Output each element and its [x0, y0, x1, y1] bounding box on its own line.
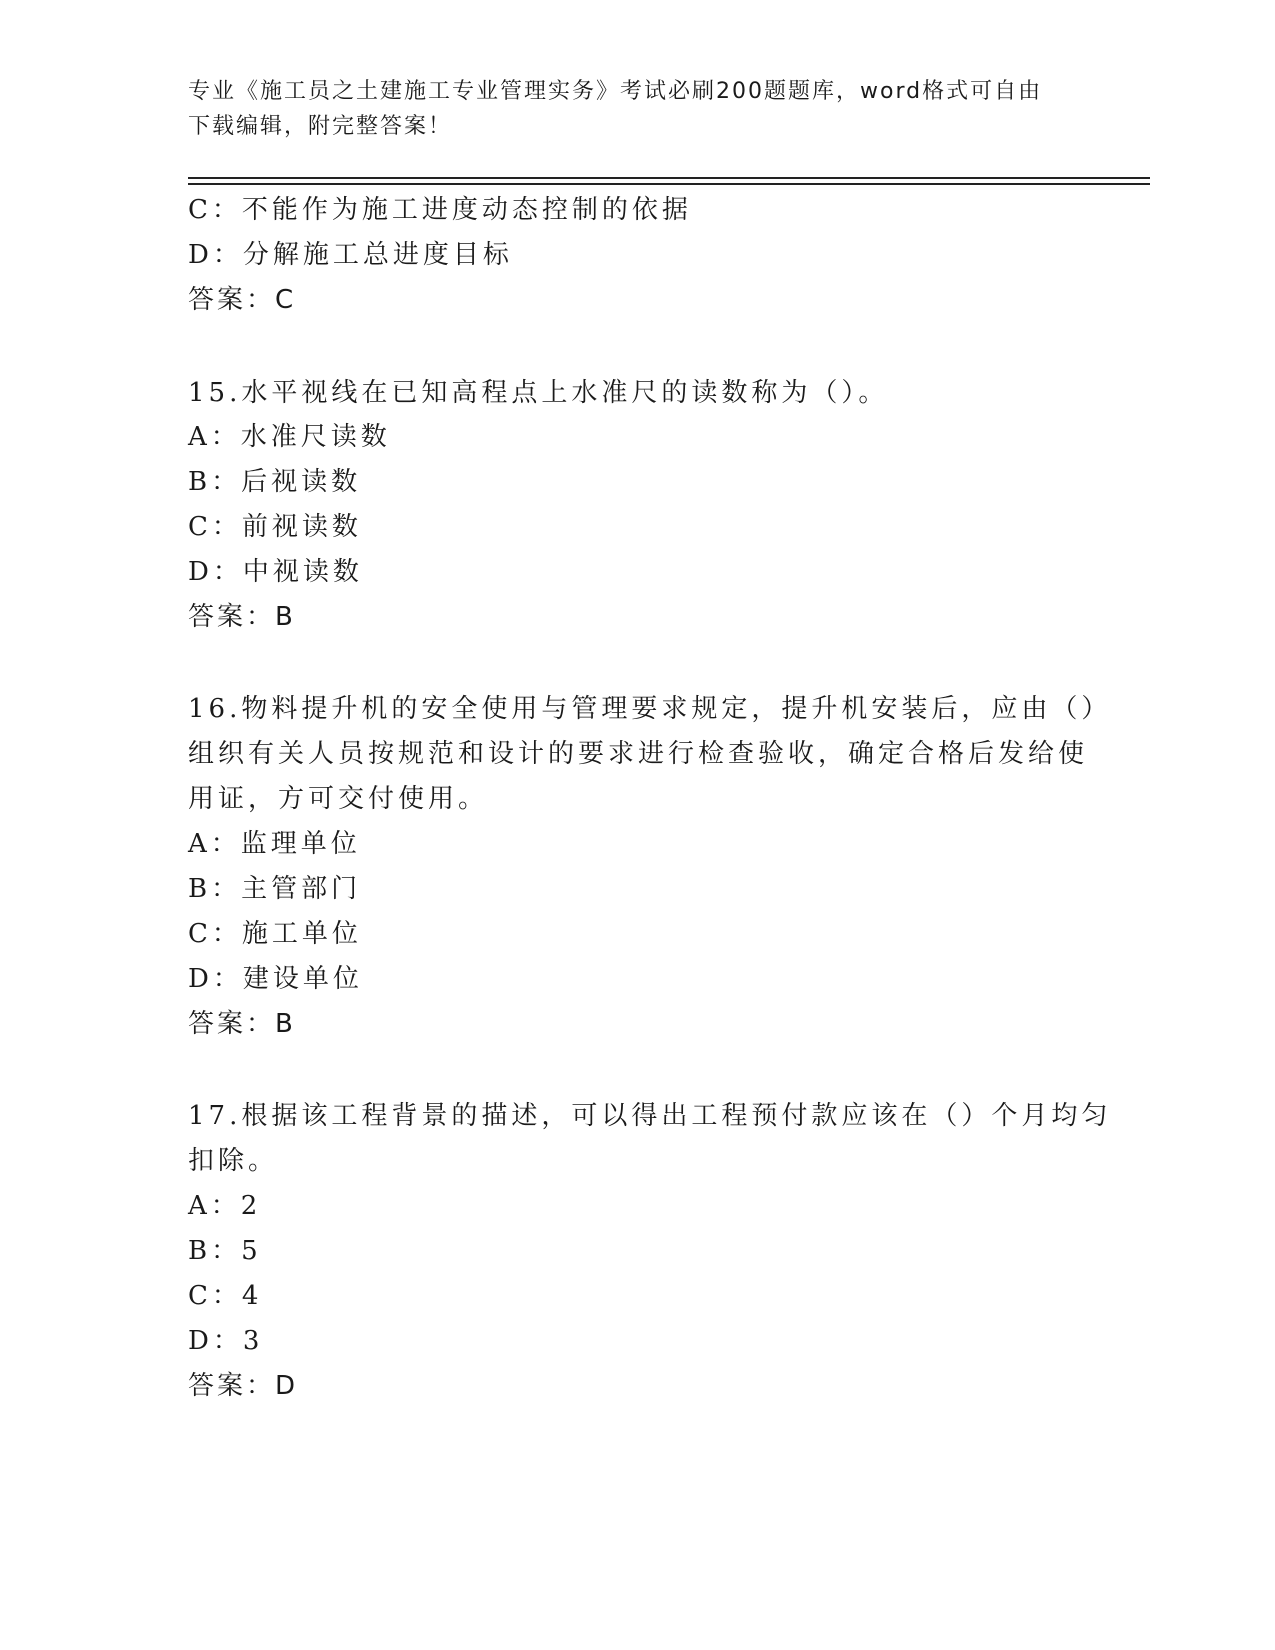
answer-line: 答案：B — [188, 602, 296, 632]
header-divider-bottom — [188, 183, 1150, 185]
spacer — [188, 1047, 1088, 1094]
option-b: B：后视读数 — [188, 467, 362, 497]
option-a: A：2 — [188, 1191, 262, 1221]
question-stem-line-3: 用证，方可交付使用。 — [188, 784, 489, 814]
header-divider-top — [188, 177, 1150, 179]
question-17 — [188, 1094, 1112, 1409]
option-d: D：3 — [188, 1326, 264, 1356]
question-stem-line-2: 组织有关人员按规范和设计的要求进行检查验收，确定合格后发给使 — [188, 739, 1089, 769]
question-stem: 15.水平视线在已知高程点上水准尺的读数称为（）。 — [188, 378, 889, 408]
answer-line: 答案：D — [188, 1371, 299, 1401]
header-line-2: 下载编辑，附完整答案！ — [188, 114, 453, 139]
option-a: A：水准尺读数 — [188, 422, 391, 452]
question-15 — [188, 370, 1088, 640]
question-16 — [188, 687, 1112, 1047]
option-c: C：4 — [188, 1281, 263, 1311]
question-list — [188, 188, 1112, 1409]
question-stem-line-2: 扣除。 — [188, 1146, 279, 1176]
option-a: A：监理单位 — [188, 829, 361, 859]
spacer — [188, 640, 1088, 687]
question-stem-line-1: 16.物料提升机的安全使用与管理要求规定，提升机安装后，应由（） — [188, 694, 1112, 724]
option-c: C：前视读数 — [188, 512, 362, 542]
header-line-1: 专业《施工员之土建施工专业管理实务》考试必刷200题题库，word格式可自由 — [188, 79, 1043, 104]
question-stem-line-1: 17.根据该工程背景的描述，可以得出工程预付款应该在（）个月均匀 — [188, 1101, 1112, 1131]
question-14-continued — [188, 188, 1088, 323]
document-header — [188, 74, 1068, 144]
answer-line: 答案：B — [188, 1009, 296, 1039]
option-d: D：建设单位 — [188, 964, 363, 994]
option-d: D：中视读数 — [188, 557, 363, 587]
option-b: B：5 — [188, 1236, 262, 1266]
option-c: C：不能作为施工进度动态控制的依据 — [188, 195, 692, 225]
answer-line: 答案：C — [188, 285, 297, 315]
option-b: B：主管部门 — [188, 874, 362, 904]
spacer — [188, 323, 1088, 370]
option-c: C：施工单位 — [188, 919, 362, 949]
option-d: D：分解施工总进度目标 — [188, 240, 513, 270]
